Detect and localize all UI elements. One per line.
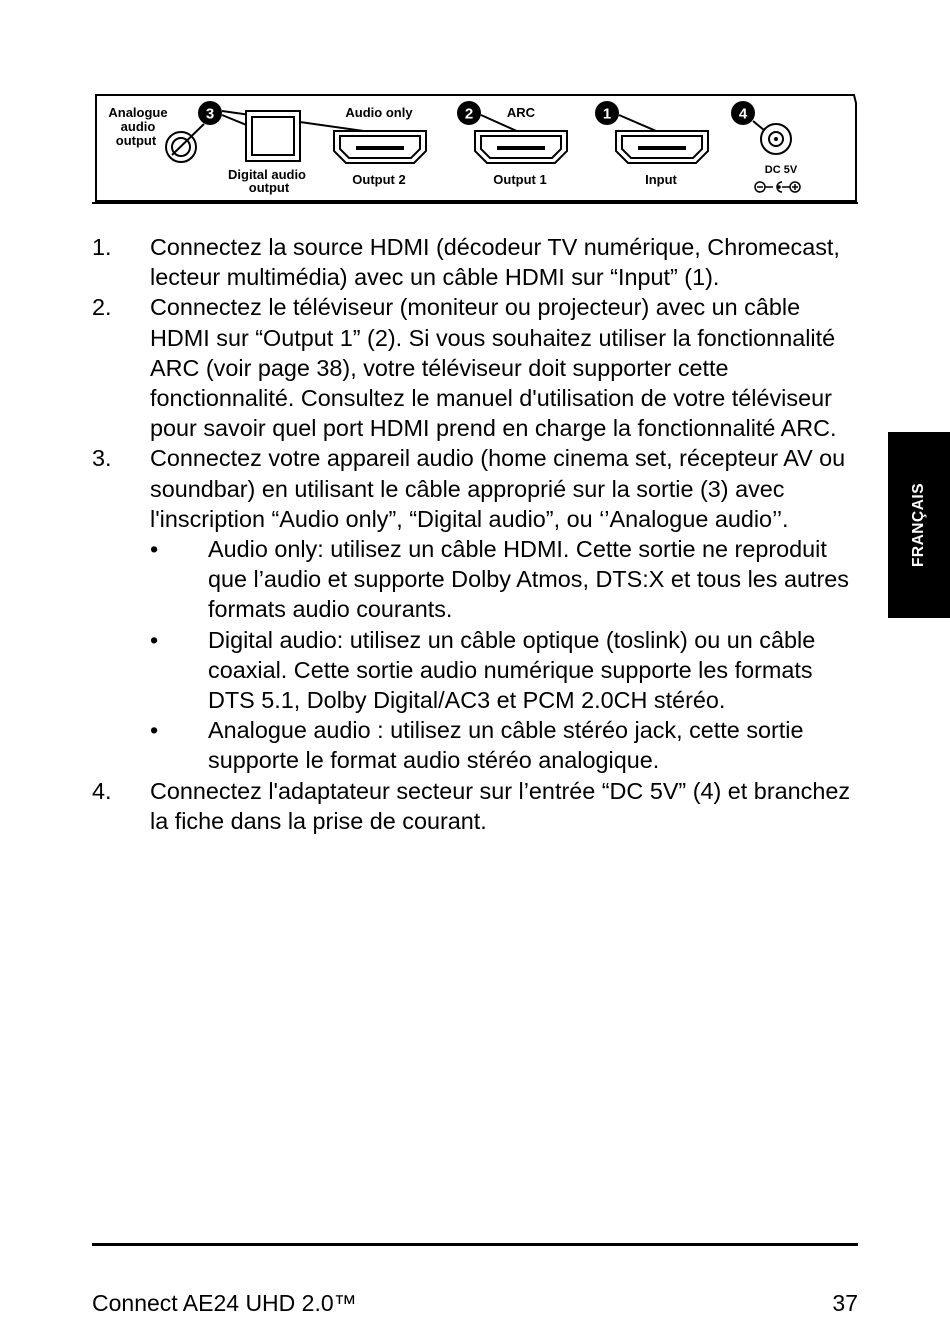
audio-output-bullets	[150, 534, 862, 776]
footer-page-number: 37	[832, 1290, 858, 1316]
instruction-list	[0, 232, 950, 836]
arc-label: ARC	[506, 105, 536, 120]
digital-label-line-2: output	[248, 180, 290, 195]
output-1-label: Output 1	[493, 172, 547, 187]
input-label: Input	[645, 172, 677, 187]
step-text: Connectez votre appareil audio (home cinema set, récepteur AV ou soundbar) en utilisant le câble approprié sur la sortie (3) avec l'inscription “Audio only”, “Digital audio”, ou ‘’Analogue audio’’.	[150, 445, 846, 532]
dc-5v-label: DC 5V	[764, 164, 798, 176]
badge-3-icon	[198, 101, 222, 125]
bullet-dot: •	[150, 717, 159, 744]
step-text: Connectez l'adaptateur secteur sur l’entrée “DC 5V” (4) et branchez la fiche dans la prise de courant.	[150, 777, 851, 834]
footer-divider	[92, 1243, 858, 1246]
bullet-text: Analogue audio : utilisez un câble stéréo jack, cette sortie supporte le format audio stéréo analogique.	[208, 717, 804, 774]
badge-4-icon	[731, 101, 755, 125]
svg-text:2: 2	[464, 105, 474, 123]
footer-product-title: Connect AE24 UHD 2.0™	[92, 1290, 357, 1316]
badge-1-icon	[595, 101, 619, 125]
analogue-label-line-3: output	[115, 133, 157, 148]
polarity-symbol-icon	[755, 182, 800, 192]
bullet-text: Digital audio: utilisez un câble optique (toslink) ou un câble coaxial. Cette sortie audio numérique supporte les formats DTS 5.1, Dolby Digital/AC3 et PCM 2.0CH stéréo.	[208, 626, 816, 714]
badge-2-icon	[457, 101, 481, 125]
svg-text:1: 1	[602, 105, 612, 123]
step-2	[0, 292, 862, 443]
language-tab	[888, 432, 950, 618]
bullet-digital-audio	[150, 625, 862, 716]
bullet-dot: •	[150, 626, 159, 653]
bullet-dot: •	[150, 536, 159, 563]
hdmi-port-input-icon	[616, 131, 708, 163]
digital-label-line-1: Digital audio	[228, 167, 306, 182]
bullet-text: Audio only: utilisez un câble HDMI. Cette sortie ne reproduit que l’audio et supporte Dolby Atmos, DTS:X et tous les autres formats audio courants.	[208, 536, 849, 623]
svg-text:4: 4	[738, 105, 748, 123]
step-number: 1.	[92, 234, 112, 260]
bullet-analogue-audio	[150, 715, 862, 775]
rear-panel-diagram	[92, 93, 858, 205]
audio-only-label: Audio only	[345, 105, 413, 120]
analogue-label-line-2: audio	[120, 119, 156, 134]
bullet-audio-only	[150, 534, 862, 625]
step-number: 3.	[92, 445, 112, 472]
hdmi-port-output-2-icon	[334, 131, 426, 163]
step-4	[0, 776, 862, 836]
dc-jack-icon	[761, 124, 791, 154]
step-3	[0, 443, 862, 775]
optical-port-icon	[246, 111, 300, 161]
svg-text:3: 3	[205, 105, 215, 123]
analogue-label-line-1: Analogue	[108, 105, 168, 120]
step-text: Connectez le téléviseur (moniteur ou projecteur) avec un câble HDMI sur “Output 1” (2). Si vous souhaitez utiliser la fonctionnalité ARC (voir page 38), votre téléviseur doit supporter cette fonctionnalité. Consultez le manuel d'utilisation de votre téléviseur pour savoir quel port HDMI prend en charge la fonctionnalité ARC.	[150, 294, 837, 442]
step-1	[0, 232, 862, 292]
output-2-label: Output 2	[352, 172, 406, 187]
language-tab-label: FRANÇAIS	[910, 482, 927, 568]
step-text: Connectez la source HDMI (décodeur TV numérique, Chromecast, lecteur multimédia) avec un câble HDMI sur “Input” (1).	[150, 234, 840, 291]
hdmi-port-output-1-icon	[475, 131, 567, 163]
step-number: 4.	[92, 777, 112, 804]
step-number: 2.	[92, 294, 112, 321]
